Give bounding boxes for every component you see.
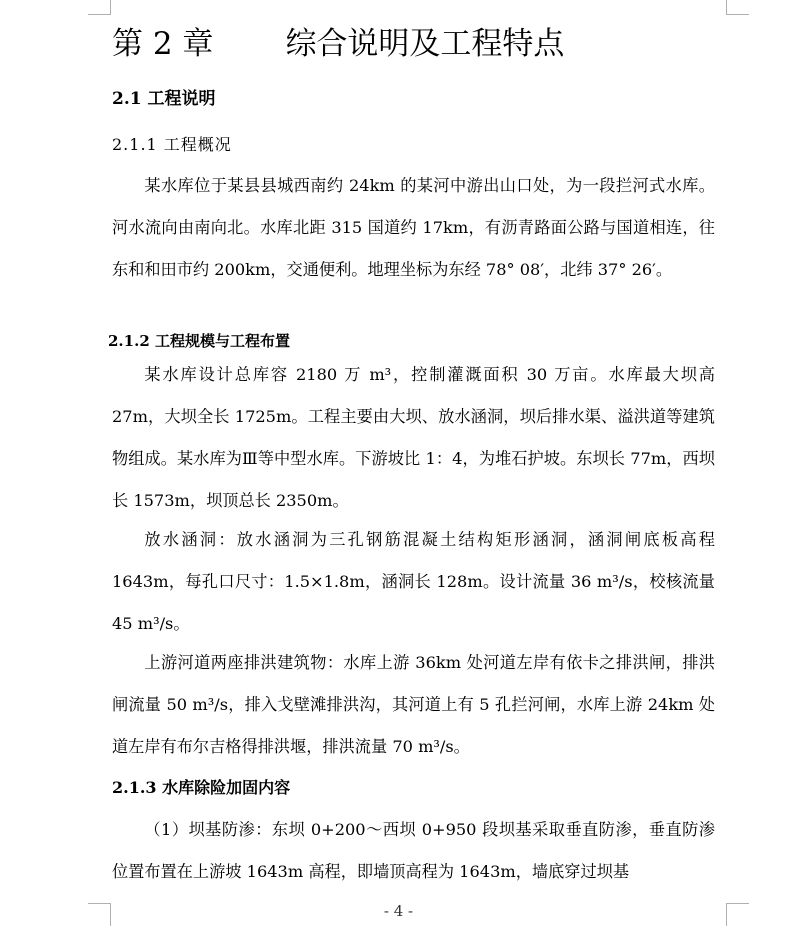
section-heading-2-1-3: 2.1.3 水库除险加固内容 [112, 778, 291, 797]
section-heading-2-1-2: 2.1.2 工程规模与工程布置 [108, 332, 290, 350]
section-heading-2-1-1: 2.1.1 工程概况 [112, 135, 232, 154]
paragraph-overview: 某水库位于某县县城西南约 24km 的某河中游出山口处，为一段拦河式水库。河水流向由南向北。水库北距 315 国道约 17km，有沥青路面公路与国道相连，往东和和田市约 200km，交通便利。地理坐标为东经 78° 08′，北纬 37° 26′。 [112, 176, 715, 279]
paragraph-flood-structures: 上游河道两座排洪建筑物：水库上游 36km 处河道左岸有依卡之排洪闸，排洪闸流量 50 m³/s，排入戈壁滩排洪沟，其河道上有 5 孔拦河闸，水库上游 24km 处道左岸有布尔吉格得排洪堰，排洪流量 70 m³/s。 [112, 653, 715, 756]
paragraph-scale-layout: 某水库设计总库容 2180 万 m³，控制灌溉面积 30 万亩。水库最大坝高 27m，大坝全长 1725m。工程主要由大坝、放水涵洞，坝后排水渠、溢洪道等建筑物组成。某水库为Ⅲ等中型水库。下游坡比 1：4，为堆石护坡。东坝长 77m，西坝长 1573m，坝顶总长 2350m。 [112, 365, 715, 510]
paragraph-reinforcement: （1）坝基防渗：东坝 0+200～西坝 0+950 段坝基采取垂直防渗，垂直防渗位置布置在上游坡 1643m 高程，即墙顶高程为 1643m，墙底穿过坝基 [112, 820, 715, 881]
chapter-heading [112, 22, 564, 66]
chapter-title: 综合说明及工程特点 [285, 26, 565, 62]
paragraph-culvert: 放水涵洞：放水涵洞为三孔钢筋混凝土结构矩形涵洞，涵洞闸底板高程 1643m，每孔口尺寸：1.5×1.8m，涵洞长 128m。设计流量 36 m³/s，校核流量 45 m³/s。 [112, 530, 715, 633]
page-number: - 4 - [383, 902, 414, 920]
crop-mark-top-right [726, 0, 749, 15]
chapter-number: 第 2 章 [112, 26, 214, 62]
section-heading-2-1: 2.1 工程说明 [112, 89, 216, 109]
crop-mark-top-left [88, 0, 111, 15]
